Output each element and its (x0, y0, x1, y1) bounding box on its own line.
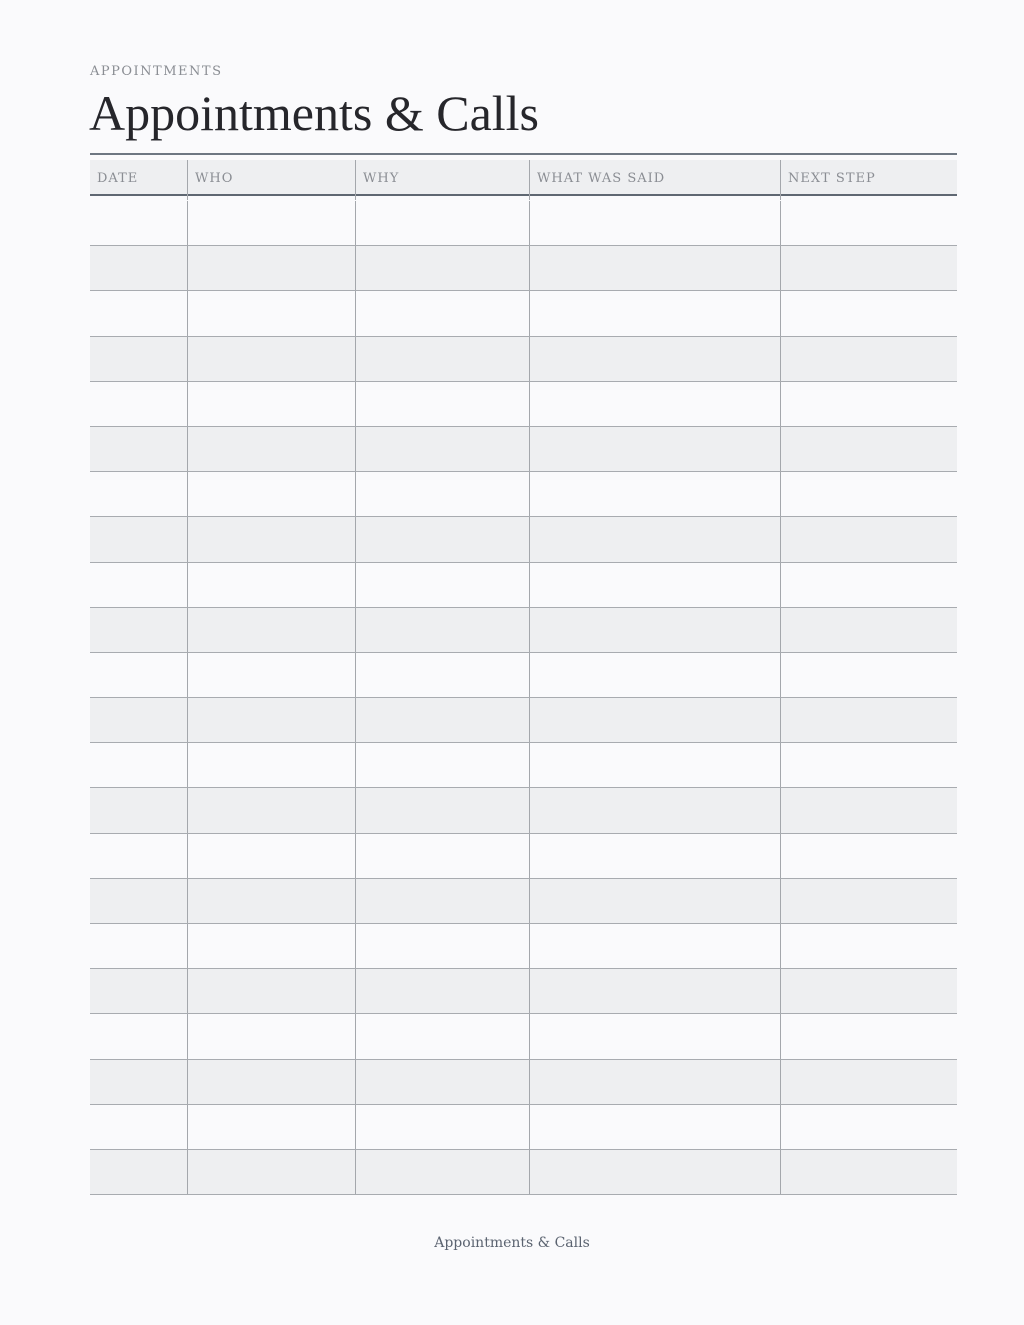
cell-date[interactable] (90, 788, 187, 832)
cell-date[interactable] (90, 337, 187, 381)
table-header-row (90, 160, 957, 196)
cell-who[interactable] (187, 1150, 355, 1194)
cell-what-was-said[interactable] (529, 291, 780, 335)
cell-who[interactable] (187, 246, 355, 290)
cell-why[interactable] (355, 834, 529, 878)
cell-who[interactable] (187, 653, 355, 697)
column-header-date: DATE (97, 171, 139, 186)
cell-who[interactable] (187, 608, 355, 652)
table-row (90, 698, 957, 743)
cell-why[interactable] (355, 517, 529, 561)
cell-who[interactable] (187, 1105, 355, 1149)
cell-who[interactable] (187, 834, 355, 878)
cell-next-step[interactable] (780, 1150, 957, 1194)
table-row (90, 472, 957, 517)
cell-next-step[interactable] (780, 924, 957, 968)
cell-what-was-said[interactable] (529, 1150, 780, 1194)
cell-next-step[interactable] (780, 608, 957, 652)
cell-why[interactable] (355, 291, 529, 335)
cell-next-step[interactable] (780, 427, 957, 471)
cell-next-step[interactable] (780, 1060, 957, 1104)
page-kicker: APPOINTMENTS (90, 64, 223, 79)
cell-why[interactable] (355, 1060, 529, 1104)
cell-date[interactable] (90, 201, 187, 245)
cell-who[interactable] (187, 879, 355, 923)
cell-next-step[interactable] (780, 563, 957, 607)
cell-date[interactable] (90, 969, 187, 1013)
cell-who[interactable] (187, 924, 355, 968)
table-row (90, 517, 957, 562)
cell-who[interactable] (187, 382, 355, 426)
cell-why[interactable] (355, 969, 529, 1013)
cell-what-was-said[interactable] (529, 563, 780, 607)
cell-what-was-said[interactable] (529, 924, 780, 968)
cell-next-step[interactable] (780, 382, 957, 426)
table-row (90, 834, 957, 879)
cell-next-step[interactable] (780, 743, 957, 787)
cell-date[interactable] (90, 517, 187, 561)
cell-what-was-said[interactable] (529, 653, 780, 697)
column-header-why: WHY (355, 160, 529, 200)
table-row (90, 788, 957, 833)
column-header-who: WHO (187, 160, 355, 200)
cell-date[interactable] (90, 1150, 187, 1194)
cell-what-was-said[interactable] (529, 472, 780, 516)
cell-what-was-said[interactable] (529, 608, 780, 652)
cell-why[interactable] (355, 698, 529, 742)
cell-who[interactable] (187, 472, 355, 516)
cell-why[interactable] (355, 653, 529, 697)
cell-date[interactable] (90, 1105, 187, 1149)
cell-next-step[interactable] (780, 201, 957, 245)
cell-next-step[interactable] (780, 472, 957, 516)
cell-why[interactable] (355, 743, 529, 787)
table-row (90, 427, 957, 472)
cell-date[interactable] (90, 563, 187, 607)
cell-why[interactable] (355, 1014, 529, 1058)
cell-next-step[interactable] (780, 517, 957, 561)
column-header-next-step: NEXT STEP (780, 160, 957, 200)
cell-why[interactable] (355, 924, 529, 968)
cell-what-was-said[interactable] (529, 879, 780, 923)
cell-next-step[interactable] (780, 879, 957, 923)
table-row (90, 1105, 957, 1150)
cell-date[interactable] (90, 1060, 187, 1104)
cell-why[interactable] (355, 1105, 529, 1149)
cell-who[interactable] (187, 788, 355, 832)
cell-next-step[interactable] (780, 969, 957, 1013)
table-row (90, 246, 957, 291)
cell-next-step[interactable] (780, 291, 957, 335)
cell-next-step[interactable] (780, 653, 957, 697)
cell-what-was-said[interactable] (529, 969, 780, 1013)
table-row (90, 337, 957, 382)
cell-what-was-said[interactable] (529, 1014, 780, 1058)
cell-date[interactable] (90, 246, 187, 290)
cell-who[interactable] (187, 743, 355, 787)
cell-what-was-said[interactable] (529, 201, 780, 245)
table-body (90, 201, 957, 1195)
cell-why[interactable] (355, 337, 529, 381)
cell-what-was-said[interactable] (529, 743, 780, 787)
cell-who[interactable] (187, 517, 355, 561)
cell-who[interactable] (187, 969, 355, 1013)
table-row (90, 924, 957, 969)
table-row (90, 608, 957, 653)
title-rule (90, 153, 957, 155)
appointments-table (90, 160, 957, 1195)
table-row (90, 1060, 957, 1105)
table-row (90, 969, 957, 1014)
page-title: Appointments & Calls (89, 85, 539, 141)
table-row (90, 743, 957, 788)
cell-next-step[interactable] (780, 1014, 957, 1058)
column-header-what-was-said: WHAT WAS SAID (529, 160, 780, 200)
cell-who[interactable] (187, 1060, 355, 1104)
cell-why[interactable] (355, 1150, 529, 1194)
page-footer: Appointments & Calls (434, 1235, 590, 1251)
cell-what-was-said[interactable] (529, 1060, 780, 1104)
cell-what-was-said[interactable] (529, 427, 780, 471)
cell-what-was-said[interactable] (529, 788, 780, 832)
table-row (90, 201, 957, 246)
cell-date[interactable] (90, 291, 187, 335)
cell-date[interactable] (90, 472, 187, 516)
table-row (90, 1014, 957, 1059)
cell-next-step[interactable] (780, 246, 957, 290)
cell-what-was-said[interactable] (529, 246, 780, 290)
cell-who[interactable] (187, 337, 355, 381)
cell-why[interactable] (355, 427, 529, 471)
cell-what-was-said[interactable] (529, 698, 780, 742)
cell-what-was-said[interactable] (529, 1105, 780, 1149)
cell-date[interactable] (90, 608, 187, 652)
cell-date[interactable] (90, 879, 187, 923)
cell-who[interactable] (187, 201, 355, 245)
cell-next-step[interactable] (780, 788, 957, 832)
cell-date[interactable] (90, 743, 187, 787)
cell-why[interactable] (355, 608, 529, 652)
cell-what-was-said[interactable] (529, 382, 780, 426)
table-row (90, 563, 957, 608)
cell-who[interactable] (187, 291, 355, 335)
cell-date[interactable] (90, 834, 187, 878)
cell-why[interactable] (355, 788, 529, 832)
cell-why[interactable] (355, 879, 529, 923)
cell-why[interactable] (355, 201, 529, 245)
cell-what-was-said[interactable] (529, 517, 780, 561)
cell-date[interactable] (90, 653, 187, 697)
cell-why[interactable] (355, 472, 529, 516)
cell-what-was-said[interactable] (529, 337, 780, 381)
cell-date[interactable] (90, 698, 187, 742)
cell-why[interactable] (355, 382, 529, 426)
cell-what-was-said[interactable] (529, 834, 780, 878)
cell-next-step[interactable] (780, 1105, 957, 1149)
cell-next-step[interactable] (780, 698, 957, 742)
cell-who[interactable] (187, 698, 355, 742)
table-row (90, 1150, 957, 1195)
cell-next-step[interactable] (780, 834, 957, 878)
cell-date[interactable] (90, 427, 187, 471)
cell-why[interactable] (355, 563, 529, 607)
cell-date[interactable] (90, 924, 187, 968)
table-row (90, 653, 957, 698)
table-row (90, 291, 957, 336)
table-row (90, 879, 957, 924)
cell-who[interactable] (187, 563, 355, 607)
table-row (90, 382, 957, 427)
cell-date[interactable] (90, 382, 187, 426)
cell-next-step[interactable] (780, 337, 957, 381)
cell-who[interactable] (187, 427, 355, 471)
cell-date[interactable] (90, 1014, 187, 1058)
cell-who[interactable] (187, 1014, 355, 1058)
cell-why[interactable] (355, 246, 529, 290)
